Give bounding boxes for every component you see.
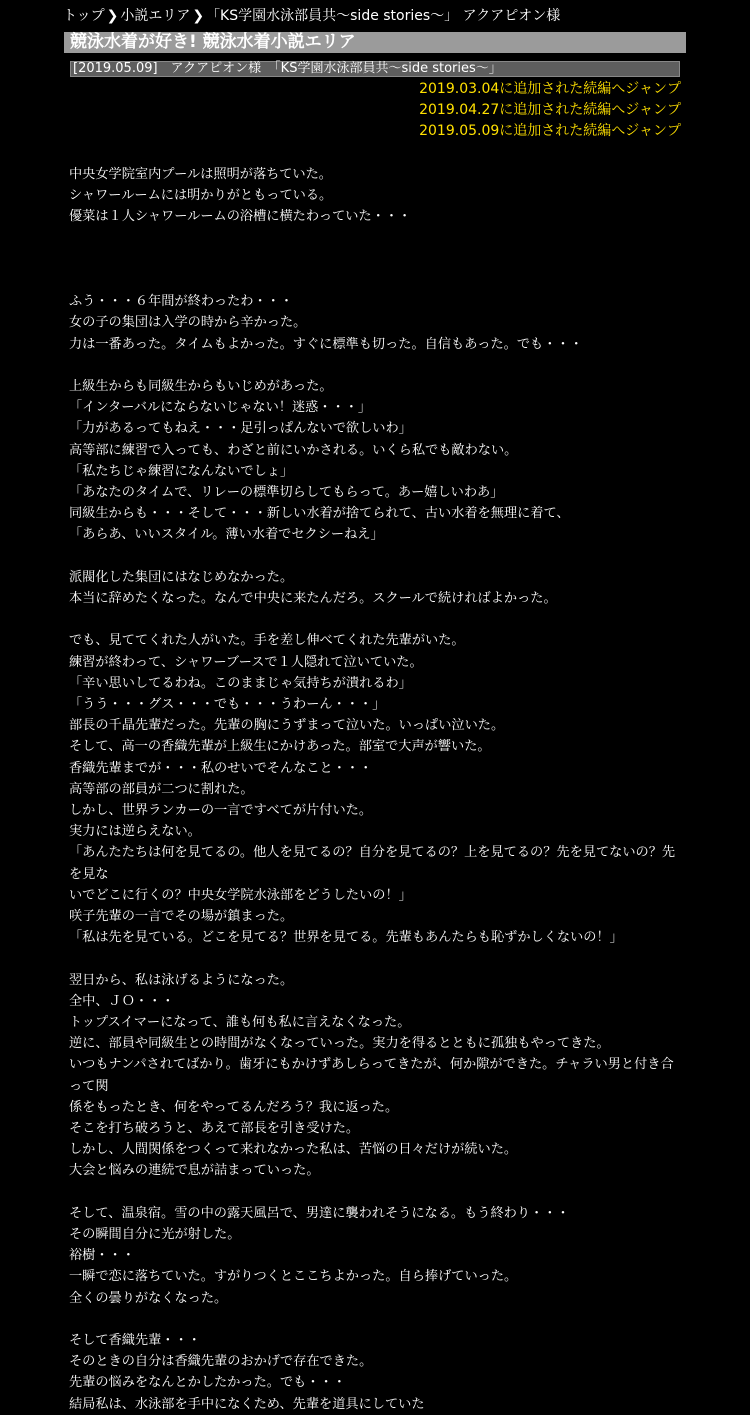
story-line: そして香織先輩・・・ [69,1333,201,1349]
story-line: しかし、世界ランカーの一言ですべてが片付いた。 [69,803,373,818]
story-line: 高等部に練習で入っても、わざと前にいかされる。いくら私でも敵わない。 [69,442,518,458]
story-line: そして、温泉宿。雪の中の露天風呂で、男達に襲われそうになる。もう終わり・・・ [69,1205,570,1221]
story-line: 優菜は１人シャワールームの浴槽に横たわっていた・・・ [69,209,412,225]
story-line: そこを打ち破ろうと、あえて部長を引き受けた。 [69,1121,360,1137]
story-line: でも、見ててくれた人がいた。手を差し伸べてくれた先輩がいた。 [69,633,465,649]
story-line: 全中、ＪＯ・・・ [69,993,175,1009]
story-line: 咲子先輩の一言でその場が鎮まった。 [69,909,294,925]
story-line [69,1182,685,1203]
story-line: 裕樹・・・ [69,1248,135,1264]
story-line: 「辛い思いしてるわね。このままじゃ気持ちが潰れるわ」 [69,675,412,691]
story-line [69,948,685,969]
story-line: 部長の千晶先輩だった。先輩の胸にうずまって泣いた。いっぱい泣いた。 [69,718,505,734]
story-line: 「あなたのタイムで、リレーの標準切らしてもらって。あー嬉しいわあ」 [69,484,504,500]
story-line: しかし、人間関係をつくって来れなかった私は、苦悩の日々だけが続いた。 [69,1142,518,1158]
breadcrumb-link-novel-area[interactable]: 小説エリア [120,8,191,24]
story-line: 「インターバルにならないじゃない！迷惑・・・」 [69,400,372,416]
story-line: その瞬間自分に光が射した。 [69,1227,241,1243]
story-line: 「力があるってもねえ・・・足引っぱんないで欲しいわ」 [69,421,412,437]
story-line: 実力には逆らえない。 [69,824,201,840]
site-title: 競泳水着が好き! 競泳水着小説エリア [64,32,686,53]
story-line: 練習が終わって、シャワーブースで１人隠れて泣いていた。 [69,654,423,670]
chevron-right-icon: ❯ [192,8,205,24]
story-line [69,355,685,376]
jump-link-2019-04-27[interactable]: 2019.04.27に追加された続編へジャンプ [419,102,681,118]
story-line: シャワールームには明かりがともっている。 [69,188,333,204]
story-line: 翌日から、私は泳げるようになった。 [69,972,294,988]
story-line: いつもナンパされてばかり。歯牙にもかけずあしらってきたが、何か隙ができた。チャラい男と付き合って関 [69,1057,674,1094]
story-line: ふう・・・６年間が終わったわ・・・ [69,294,294,310]
story-line: 「うう・・・グス・・・でも・・・うわーん・・・」 [69,696,386,712]
story-line: 中央女学院室内プールは照明が落ちていた。 [69,167,332,182]
story-line: 係をもったとき、何をやってるんだろう？我に返った。 [69,1099,399,1115]
story-line: 「あらあ、いいスタイル。薄い水着でセクシーねえ」 [69,527,384,543]
sequel-jump-links [419,79,681,142]
story-line: 「私たちじゃ練習になんないでしょ」 [69,463,294,479]
story-line [69,228,685,249]
story-line: 結局私は、水泳部を手中になくため、先輩を道具にしていた [69,1396,425,1412]
story-line: 同級生からも・・・そして・・・新しい水着が捨てられて、古い水着を無理に着て、 [69,506,570,522]
story-line: そのときの自分は香織先輩のおかげで存在できた。 [69,1354,373,1370]
jump-link-2019-05-09[interactable]: 2019.05.09に追加された続編へジャンプ [419,123,681,139]
breadcrumb-link-top[interactable]: トップ [63,8,105,24]
story-line: 高等部の部員が二つに割れた。 [69,781,254,797]
breadcrumb [63,6,560,26]
story-line [69,609,685,630]
story-line: 女の子の集団は入学の時から辛かった。 [69,315,307,331]
story-line: 香織先輩までが・・・私のせいでそんなこと・・・ [69,760,373,776]
story-line: いでどこに行くの？中央女学院水泳部をどうしたいの！」 [69,887,412,903]
story-line: 上級生からも同級生からもいじめがあった。 [69,378,333,394]
story-line [69,270,685,291]
story-line [69,546,685,567]
story-line [69,1309,685,1330]
breadcrumb-current: 「KS学園水泳部員共～side stories～」 アクアピオン様 [206,8,561,24]
story-line: 大会と悩みの連続で息が詰まっていった。 [69,1163,320,1179]
chevron-right-icon: ❯ [106,8,119,24]
story-body [69,164,685,1415]
jump-link-2019-03-04[interactable]: 2019.03.04に追加された続編へジャンプ [419,81,681,97]
story-line: 「あんたたちは何を見てるの。他人を見てるの？自分を見てるの？上を見てるの？先を見てないの？先を見な [69,845,676,882]
story-line: 一瞬で恋に落ちていた。すがりつくとここちよかった。自ら捧げていった。 [69,1269,518,1285]
story-line: 逆に、部員や同級生との時間がなくなっていった。実力を得るとともに孤独もやってきた。 [69,1036,610,1052]
story-line: 「私は先を見ている。どこを見てる？世界を見てる。先輩もあんたらも恥ずかしくないの！」 [69,930,623,946]
story-line: 力は一番あった。タイムもよかった。すぐに標準も切った。自信もあった。でも・・・ [69,336,583,352]
story-header: [2019.05.09] アクアピオン様 「KS学園水泳部員共～side stories～」 [70,61,680,77]
story-line: トップスイマーになって、誰も何も私に言えなくなった。 [69,1015,411,1031]
story-line: 先輩の悩みをなんとかしたかった。でも・・・ [69,1375,346,1391]
story-line: そして、高一の香織先輩が上級生にかけあった。部室で大声が響いた。 [69,739,491,755]
story-line: 本当に辞めたくなった。なんで中央に来たんだろ。スクールで続ければよかった。 [69,590,557,606]
story-line: 派閥化した集団にはなじめなかった。 [69,569,294,585]
story-line: 全くの曇りがなくなった。 [69,1290,228,1306]
story-line [69,249,685,270]
